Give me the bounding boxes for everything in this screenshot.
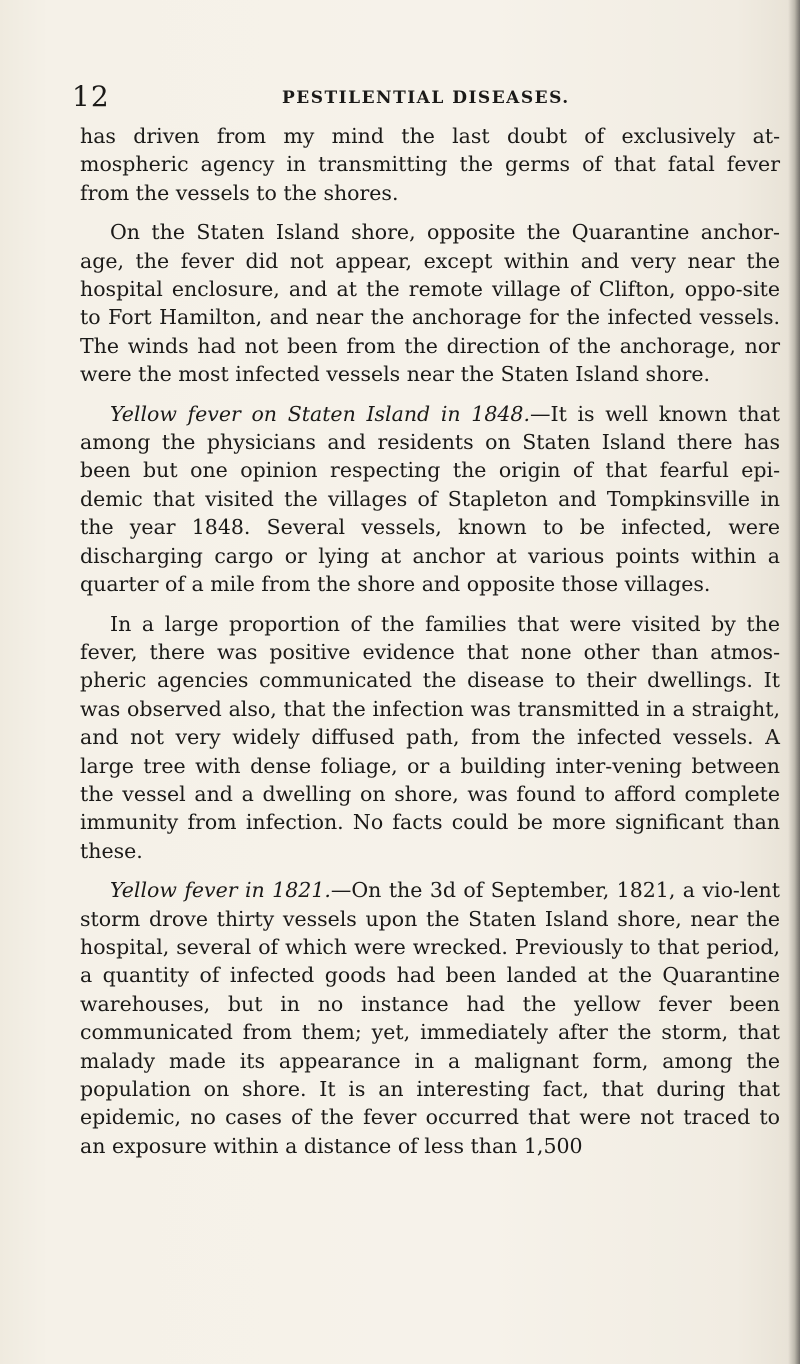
page-edge-shadow [788, 0, 800, 1364]
paragraph-text: On the Staten Island shore, opposite the Quarantine anchor-age, the fever did not appear, except within and very near the hospital enclosure, and at the remote village of Clifton, oppo-site to Fort Hamilton, and near the anchorage for the infected vessels. The winds had not been from the direction of the anchorage, nor were the most infected vessels near the Staten Island shore. [80, 220, 780, 387]
paragraph-text: In a large proportion of the families that were visited by the fever, there was positive evidence that none other than atmos-pheric agencies communicated the disease to their dwellings. It was observed also, that the infection was transmitted in a straight, and not very widely diffused path, from the infected vessels. A large tree with dense foliage, or a building inter-vening between the vessel and a dwelling on shore, was found to afford complete immunity from infection. No facts could be more significant than these. [80, 611, 780, 863]
paragraph [80, 218, 780, 388]
page-number: 12 [72, 80, 110, 113]
paragraph-text: —On the 3d of September, 1821, a vio-lent storm drove thirty vessels upon the Staten Island shore, near the hospital, several of which were wrecked. Previously to that period, a quantity of infected goods had been landed at the Quarantine warehouses, but in no instance had the yellow fever been communicated from them; yet, immediately after the storm, that malady made its appearance in a malignant form, among the population on shore. It is an interesting fact, that during that epidemic, no cases of the fever occurred that were not traced to an exposure within a distance of less than 1,500 [80, 878, 780, 1158]
running-head: PESTILENTIAL DISEASES. [282, 88, 570, 108]
paragraph [80, 122, 780, 207]
section-heading-yellow-fever-1821: Yellow fever in 1821. [110, 878, 331, 903]
body-text [80, 122, 780, 1171]
paragraph [80, 876, 780, 1160]
paragraph [80, 400, 780, 599]
paragraph [80, 610, 780, 866]
page-header [72, 80, 772, 116]
paragraph-text: —It is well known that among the physicians and residents on Staten Island there has been but one opinion respecting the origin of that fearful epi-demic that visited the villages of Stapleton and Tompkinsville in the year 1848. Several vessels, known to be infected, were discharging cargo or lying at anchor at various points within a quarter of a mile from the shore and opposite those villages. [80, 401, 780, 597]
paragraph-text: has driven from my mind the last doubt of exclusively at-mospheric agency in transmitting the germs of that fatal fever from the vessels to the shores. [80, 124, 780, 205]
section-heading-yellow-fever-1848: Yellow fever on Staten Island in 1848. [110, 401, 530, 426]
